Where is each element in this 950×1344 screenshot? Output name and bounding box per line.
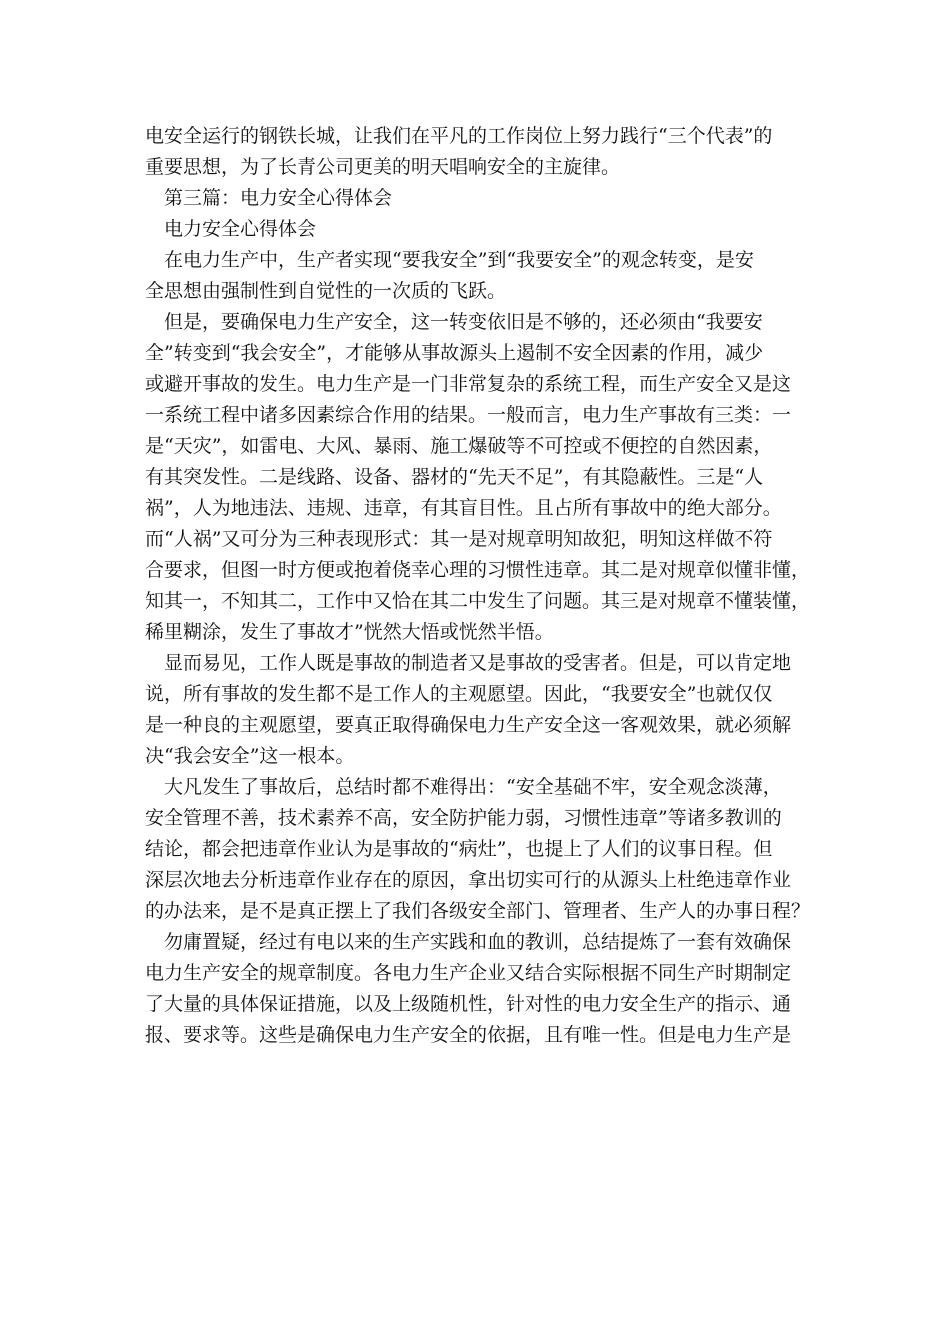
article-title: 电力安全心得体会 <box>164 218 317 240</box>
section-heading: 第三篇：电力安全心得体会 <box>164 187 393 209</box>
text-line: 知其一，不知其二，工作中又恰在其二中发生了问题。其三是对规章不懂装懂， <box>145 590 811 612</box>
text-line: 祸”，人为地违法、违规、违章，有其盲目性。且占所有事故中的绝大部分。 <box>145 497 782 519</box>
text-line: 合要求，但图一时方便或抱着侥幸心理的习惯性违章。其二是对规章似懂非懂， <box>145 559 811 581</box>
text-line: 说，所有事故的发生都不是工作人的主观愿望。因此，“我要安全”也就仅仅 <box>145 683 773 705</box>
text-line: 或避开事故的发生。电力生产是一门非常复杂的系统工程，而生产安全又是这 <box>145 373 792 395</box>
text-line: 而“人祸”又可分为三种表现形式：其一是对规章明知故犯，明知这样做不符 <box>145 528 773 550</box>
text-line: 了大量的具体保证措施，以及上级随机性，针对性的电力安全生产的指示、通 <box>145 993 792 1015</box>
text-line: 勿庸置疑，经过有电以来的生产实践和血的教训，总结提炼了一套有效确保 <box>164 931 792 953</box>
text-line: 决“我会安全”这一根本。 <box>145 745 355 767</box>
text-line: 电安全运行的钢铁长城，让我们在平凡的工作岗位上努力践行“三个代表”的 <box>145 125 773 147</box>
text-line: 重要思想，为了长青公司更美的明天唱响安全的主旋律。 <box>145 156 621 178</box>
document-body <box>145 121 811 1051</box>
text-line: 电力生产安全的规章制度。各电力生产企业又结合实际根据不同生产时期制定 <box>145 962 792 984</box>
text-line: 在电力生产中，生产者实现“要我安全”到“我要安全”的观念转变，是安 <box>164 249 754 271</box>
text-line: 是一种良的主观愿望，要真正取得确保电力生产安全这一客观效果，就必须解 <box>145 714 792 736</box>
text-line: 显而易见，工作人既是事故的制造者又是事故的受害者。但是，可以肯定地 <box>164 652 792 674</box>
text-line: 全”转变到“我会安全”，才能够从事故源头上遏制不安全因素的作用，减少 <box>145 342 764 364</box>
text-line: 安全管理不善，技术素养不高，安全防护能力弱，习惯性违章”等诸多教训的 <box>145 807 782 829</box>
text-line: 是“天灾”，如雷电、大风、暴雨、施工爆破等不可控或不便控的自然因素， <box>145 435 773 457</box>
text-line: 有其突发性。二是线路、设备、器材的“先天不足”，有其隐蔽性。三是“人 <box>145 466 764 488</box>
text-line: 结论，都会把违章作业认为是事故的“病灶”，也提上了人们的议事日程。但 <box>145 838 773 860</box>
text-line: 深层次地去分析违章作业存在的原因，拿出切实可行的从源头上杜绝违章作业 <box>145 869 792 891</box>
text-line: 的办法来，是不是真正摆上了我们各级安全部门、管理者、生产人的办事日程？ <box>145 900 811 922</box>
text-line: 报、要求等。这些是确保电力生产安全的依据，且有唯一性。但是电力生产是 <box>145 1024 792 1046</box>
text-line: 全思想由强制性到自觉性的一次质的飞跃。 <box>145 280 507 302</box>
text-line: 一系统工程中诸多因素综合作用的结果。一般而言，电力生产事故有三类：一 <box>145 404 792 426</box>
text-line: 大凡发生了事故后，总结时都不难得出：“安全基础不牢，安全观念淡薄， <box>164 776 782 798</box>
text-line: 稀里糊涂，发生了事故才”恍然大悟或恍然半悟。 <box>145 621 554 643</box>
text-line: 但是，要确保电力生产安全，这一转变依旧是不够的，还必须由“我要安 <box>164 311 763 333</box>
